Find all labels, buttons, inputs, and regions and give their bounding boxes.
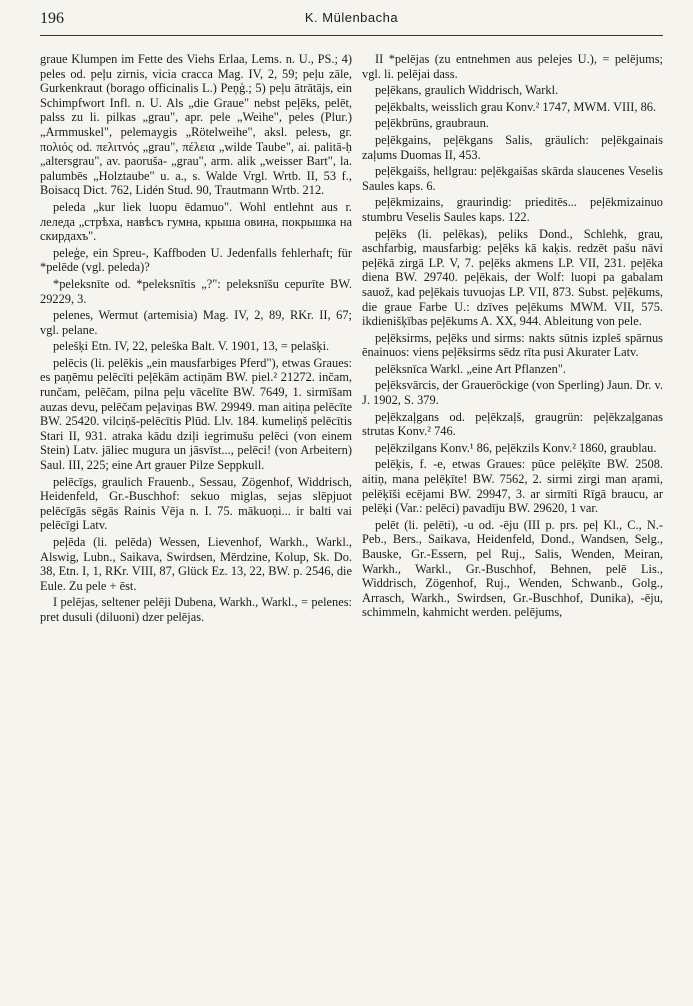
dictionary-entry: peļēkzaļgans od. peļēkzaļš, graugrün: peļēkzaļganas strutas Konv.² 746.	[362, 409, 663, 439]
dictionary-entry: peļēkgaišs, hellgrau: peļēkgaišas skārda slaucenes Veselis Saules kaps. 6.	[362, 164, 663, 193]
dictionary-entry: pelenes, Wermut (artemisia) Mag. IV, 2, 89, RKr. II, 67; vgl. pelane.	[40, 308, 352, 337]
dictionary-entry: pelēcīgs, graulich Frauenb., Sessau, Zögenhof, Widdrisch, Heidenfeld, Gr.-Buschhof: sekuo miglas, sejas slēpjuot pelēcīgās sēgās Rainis Vēja n. I. 75. mākuoņi... ir balti vai pelēcīgi Latv.	[40, 474, 352, 533]
dictionary-entry: pelēcis (li. pelēkis „ein mausfarbiges Pferd"), etwas Graues: es paņēmu pelēcīti peļēkām actiņām BW. piel.² 21272. inčam, runčam, pelēčam, pilna peļu vācelīte BW. 7649, 1. sirmīšam auzas devu, pelēčam peļaviņas BW. 29949. man aitiņa pelēcīte BW. 25420. vilciņš-pelēcītis Plūd. Llv. 184. kumeliņš pelēcītis Stari II, 931. atraka kādu dziļi iegrimušu pelēci (von einem Stein) Latv. jāliec mugura un jāsvīst..., pelēci! (von Arbeitern) Saul. III, 225; eine Art grauer Pilze Seppkull.	[40, 355, 352, 473]
running-head: K. Mülenbacha	[304, 10, 399, 25]
dictionary-entry: *peleksnīte od. *peleksnītis „?": peleksnīšu cepurīte BW. 29229, 3.	[40, 276, 352, 306]
dictionary-entry: peleģe, ein Spreu-, Kaffboden U. Jedenfalls fehlerhaft; für *pelēde (vgl. peleda)?	[40, 245, 352, 275]
dictionary-entry: peļēkzilgans Konv.¹ 86, peļēkzils Konv.² 1860, graublau.	[375, 440, 657, 455]
dictionary-entry: peļēkbalts, weisslich grau Konv.² 1747, MWM. VIII, 86.	[375, 99, 657, 114]
dictionary-entry: peļēkgains, peļēkgans Salis, gräulich: peļēkgainais zaļums Duomas II, 453.	[362, 132, 663, 162]
dictionary-entry: peļēda (li. pelēda) Wessen, Lievenhof, Warkh., Warkl., Alswig, Lubn., Saikava, Swirdsen, Mērdzine, Kolup, Sk. Do. 38, Etn. I, 1, RKr. VIII, 87, Glück Ez. 13, 22, BW. p. 2546, die Eule. Zu pele + ēst.	[40, 535, 352, 593]
dictionary-entry: peļēks (li. pelēkas), peliks Dond., Schlehk, grau, aschfarbig, mausfarbig: peļēks kā kaķis. redzēt pašu nāvi peļēkā zirgā LP. V, 7. peļēks akmens LP. VII, 231. peļēka diena BW. 29740. peļēkais, der Wolf: luopi pa gabalam sauož, kad peļēkais tuvuojas LP. VII, 873. Subst. peļēkums, die graue Farbe U.: dzīves peļēkums MWM. VII, 575. ikdienišķības peļēkums A. XX, 944. Ableitung von pele.	[362, 226, 663, 329]
dictionary-entry: pelēksnīca Warkl. „eine Art Pflanzen".	[375, 361, 566, 376]
dictionary-entry: peļēkans, graulich Widdrisch, Warkl.	[375, 83, 559, 98]
dictionary-entry: I pelējas, seltener pelēji Dubena, Warkh., Warkl., = pelenes: pret dusuli (diluoni) dzer pelējas.	[40, 595, 352, 624]
dictionary-entry: peļēkmizains, graurindig: prieditēs... peļēkmizainuo stumbru Veselis Saules kaps. 122.	[362, 195, 663, 224]
page-header	[40, 10, 663, 32]
dictionary-entry: graue Klumpen im Fette des Viehs Erlaa, Lems. n. U., PS.; 4) peles od. peļu zirnis, vicia cracca Mag. IV, 2, 59; peļu zāle, Gurkenkraut (borago officinalis L.) Peņģ.; 5) peļu ātrātājs, ein Schimpfwort Infl. n. U. Als „die Graue" nebst peļēks, pelēt, palss zu li. pilkas „grau", apr. pele „Weihe", peles (Plur.) „Armmuskel", pelemaygis „Rötelweihe", aksl. pelesъ, gr. πολιός od. πελιτνός „grau", πέλεια „wilde Taube", ai. palitā-ḥ „altersgrau", av. paoruša- „grau", arm. alik „weisser Bart", la. palumbēs „Holztaube" u. a., s. Walde Vrgl. Wrtb. II, 53 f., Boisacq Dict. 762, Lidén Stud. 90, Trautmann Wrtb. 212.	[40, 52, 352, 198]
dictionary-entry: II *pelējas (zu entnehmen aus pelejes U.), = pelējums; vgl. li. pelējai dass.	[362, 52, 663, 81]
right-column	[362, 52, 663, 992]
dictionary-entry: pelēt (li. pelēti), -u od. -ēju (III p. prs. peļ Kl., C., N.-Peb., Bers., Saikava, Heidenfeld, Dond., Wandsen, Selg., Bauske, Gr.-Essern, pel Ruj., Salis, Wenden, Meiran, Warkh., Warkl., Gr.-Buschhof, Behnen, pelē Lis., Widdrisch, Zögenhof, Ruj., Wenden, Schwanb., Golg., Arrasch, Warkh., Swirdsen, Gr.-Buschhof, Dunika), -ēju, schimmeln, kahmicht werden. pelējums,	[362, 517, 663, 620]
left-column	[40, 52, 352, 992]
dictionary-entry: peļēkbrūns, graubraun.	[375, 116, 489, 131]
dictionary-entry: peleda „kur liek luopu ēdamuo". Wohl entlehnt aus r. леледа „стрѣха, навѣсъ гумна, крыша овина, покрышка на скирдахъ".	[40, 199, 352, 244]
header-rule	[40, 35, 663, 36]
dictionary-entry: peļēksirms, peļēks und sirms: nakts sūtnis izpleš spārnus ēnainuos: viens peļēksirms sēdz rīta pusi Akurater Latv.	[362, 330, 663, 360]
dictionary-entry: pelešķi Etn. IV, 22, peleška Balt. V. 1901, 13, = pelašķi.	[53, 339, 330, 354]
page-number: 196	[40, 10, 64, 27]
dictionary-entry: peļēksvārcis, der Graueröckige (von Sperling) Jaun. Dr. v. J. 1902, S. 379.	[362, 378, 663, 408]
dictionary-entry: pelēķis, f. -e, etwas Graues: pūce pelēķīte BW. 2508. aitiņ, mana pelēķīte! BW. 7562, 2. sirmi zirgi man aŗami, pelēķīši ecējami BW. 29947, 3. ar sirmīti Rīgā braucu, ar pelēķi (Var.: pelēci) pavadīju BW. 29620, 1 var.	[362, 457, 663, 516]
